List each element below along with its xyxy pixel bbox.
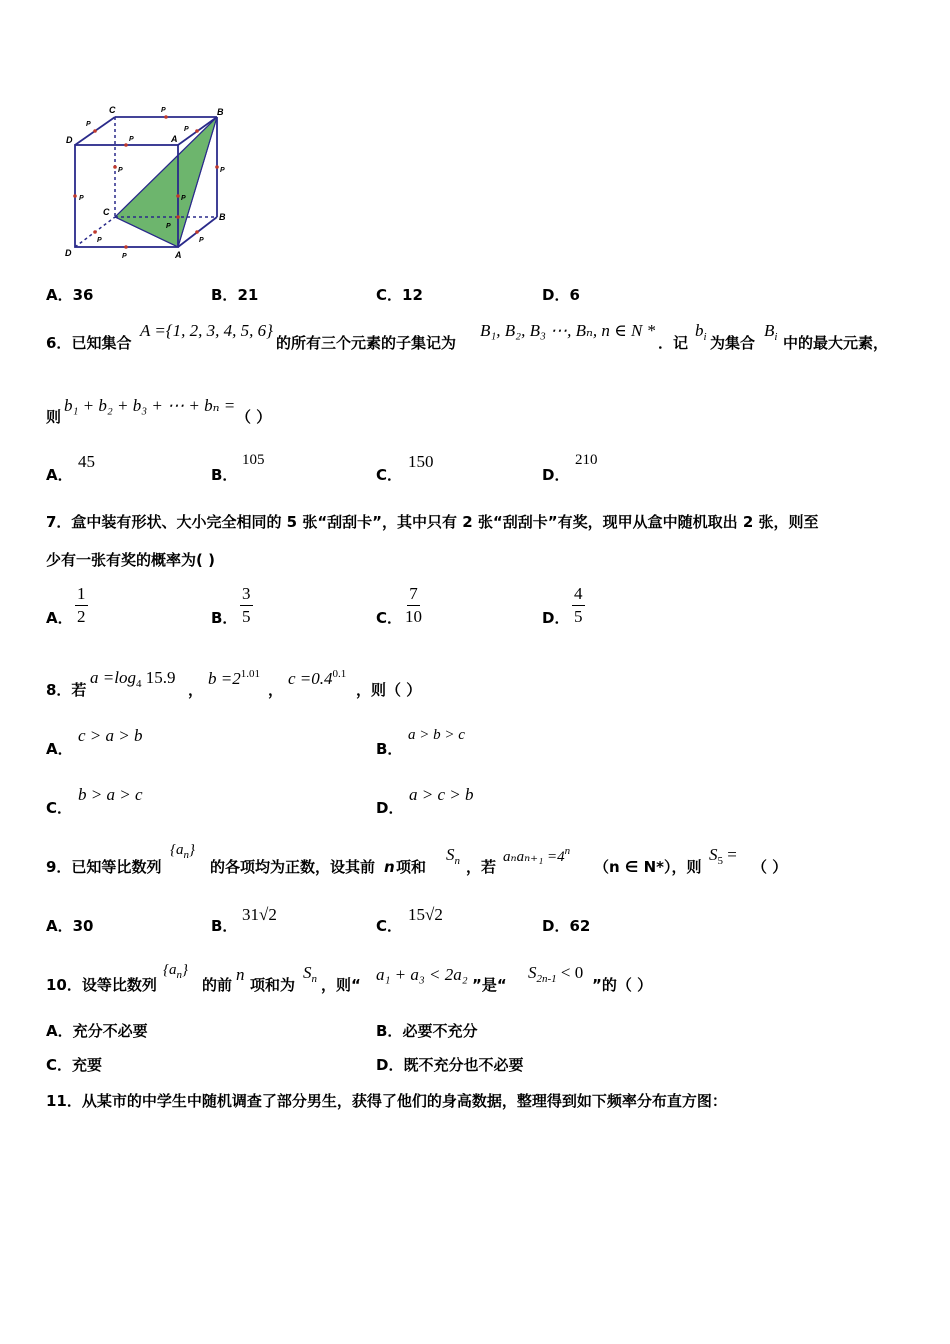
point-p12 xyxy=(93,230,97,234)
q6-option-d[interactable] xyxy=(542,465,569,485)
q9-paren: （ ） xyxy=(752,858,788,876)
option-value: 6 xyxy=(569,286,580,304)
option-value: 充分不必要 xyxy=(72,1022,148,1040)
q7-option-d-fraction xyxy=(572,584,585,627)
option-label: B． xyxy=(211,286,238,304)
numerator: 3 xyxy=(240,584,253,606)
label-D1: D xyxy=(65,248,72,258)
q9-seq: $\{a_n\}$ xyxy=(170,842,195,861)
q6-option-b[interactable] xyxy=(211,465,237,485)
option-label: D． xyxy=(376,1056,404,1074)
q8-option-c-value: b > a > c xyxy=(78,785,143,804)
q6-option-b-value: 105 xyxy=(242,452,265,468)
q7-option-c[interactable] xyxy=(376,608,402,628)
q6-text-6: 则 xyxy=(46,408,62,426)
label-p6: P xyxy=(220,167,225,174)
option-label: C． xyxy=(376,466,403,484)
q6-option-c-value: 150 xyxy=(408,452,434,471)
q10-cond-1: a₁ + a₃ < 2a₂ xyxy=(376,965,468,984)
point-p8 xyxy=(73,194,77,198)
S-subscript: 2n-1 xyxy=(536,973,557,985)
q9-option-b[interactable] xyxy=(211,916,237,936)
label-B: B xyxy=(217,107,224,117)
q7-option-d[interactable] xyxy=(542,608,569,628)
q7-option-c-fraction xyxy=(405,584,422,627)
seq-symbol: a xyxy=(176,842,184,858)
point-p9 xyxy=(93,129,97,133)
q6-line1 xyxy=(46,333,131,353)
question-number: 6． xyxy=(46,334,72,352)
q6-option-c[interactable] xyxy=(376,465,402,485)
q7-option-a[interactable] xyxy=(46,608,73,628)
option-label: A． xyxy=(46,609,73,627)
q8-option-a[interactable] xyxy=(46,739,73,759)
q7-option-b[interactable] xyxy=(211,608,237,628)
label-A1: A xyxy=(175,250,182,260)
q8-tail: ，则（ ） xyxy=(356,681,422,699)
label-p12: P xyxy=(97,237,102,244)
option-label: A． xyxy=(46,917,73,935)
condition-expr: aₙaₙ₊₁ =4 xyxy=(503,849,565,865)
label-C: C xyxy=(109,105,116,115)
point-p11 xyxy=(176,215,180,219)
option-value: 既不充分也不必要 xyxy=(403,1056,524,1074)
q6-text-2: 的所有三个元素的子集记为 xyxy=(276,334,457,352)
option-label: C． xyxy=(376,917,403,935)
label-p5: P xyxy=(181,195,186,202)
q6-Bi xyxy=(764,321,777,343)
q8-number: 8．若 xyxy=(46,681,87,699)
option-label: D． xyxy=(542,917,570,935)
q10-number: 10．设等比数列 xyxy=(46,976,157,994)
c-expr: c =0.4 xyxy=(288,669,333,688)
q10-text-2: 项和为 xyxy=(250,976,296,994)
seq-subscript: n xyxy=(183,849,189,861)
equals-sign: = xyxy=(727,845,737,864)
option-label: B． xyxy=(211,609,238,627)
point-p4 xyxy=(124,245,128,249)
point-p10 xyxy=(195,230,199,234)
q7-line1: 7．盒中装有形状、大小完全相同的 5 张“刮刮卡”，其中只有 2 张“刮刮卡”有奖，现甲从盒中随机取出 2 张，则至 xyxy=(46,513,819,531)
option-label: D． xyxy=(542,609,570,627)
q9-text-3: ，若 xyxy=(466,858,497,876)
q6-text: 已知集合 xyxy=(71,334,132,352)
option-label: A． xyxy=(46,740,73,758)
q5-option-b[interactable] xyxy=(211,285,258,305)
q9-option-b-value: 31√2 xyxy=(242,905,277,924)
q10-Sn xyxy=(303,963,317,985)
option-value: 21 xyxy=(237,286,259,304)
option-label: D． xyxy=(542,466,570,484)
q7-option-b-fraction xyxy=(240,584,253,627)
option-label: B． xyxy=(211,917,238,935)
option-label: C． xyxy=(376,286,403,304)
q9-condition xyxy=(503,845,570,866)
c-exponent: 0.1 xyxy=(332,668,347,680)
q10-option-a[interactable] xyxy=(46,1021,148,1041)
q10-text-1: 的前 xyxy=(202,976,233,994)
q5-option-a[interactable] xyxy=(46,285,93,305)
q6-subsets: B₁, B₂, B₃ ⋯, Bₙ, n ∈ N * xyxy=(480,321,656,340)
q6-bi xyxy=(695,321,707,343)
q8-option-a-value: c > a > b xyxy=(78,726,143,745)
q10-option-b[interactable] xyxy=(376,1021,477,1041)
q8-option-b-value: a > b > c xyxy=(408,727,465,743)
q6-text-4: 为集合 xyxy=(710,334,756,352)
bi-subscript: i xyxy=(703,331,707,343)
option-value: 12 xyxy=(402,286,423,304)
option-label: C． xyxy=(46,1056,73,1074)
point-p7 xyxy=(113,165,117,169)
q9-domain: （n ∈ N*），则 xyxy=(594,858,702,876)
S-symbol: S xyxy=(528,963,537,982)
q9-number: 9．已知等比数列 xyxy=(46,858,162,876)
q8-option-c[interactable] xyxy=(46,798,72,818)
q8-sep-2: ， xyxy=(268,681,284,699)
q10-text-4: ”是“ xyxy=(472,976,507,994)
q6-paren: （ ） xyxy=(236,408,272,426)
q10-option-d[interactable] xyxy=(376,1055,523,1075)
point-p6 xyxy=(215,165,219,169)
S-symbol: S xyxy=(446,845,455,864)
q5-option-c[interactable] xyxy=(376,285,423,305)
q5-option-d[interactable] xyxy=(542,285,580,305)
log-arg: 15.9 xyxy=(145,668,176,687)
label-D: D xyxy=(66,135,73,145)
option-label: B． xyxy=(211,466,238,484)
Bi-subscript: i xyxy=(774,331,778,343)
label-A: A xyxy=(171,134,178,144)
seq-subscript: n xyxy=(176,969,182,981)
q6-option-a-value: 45 xyxy=(78,452,95,471)
option-label: A． xyxy=(46,466,73,484)
numerator: 1 xyxy=(75,584,88,606)
q7-line2: 少有一张有奖的概率为( ) xyxy=(46,551,215,569)
label-p8: P xyxy=(79,195,84,202)
S-subscript: n xyxy=(311,973,317,985)
q8-option-b[interactable] xyxy=(376,739,402,759)
q10-option-c[interactable] xyxy=(46,1055,102,1075)
label-p7: P xyxy=(118,167,123,174)
S5-symbol: S xyxy=(709,845,718,864)
cube-figure xyxy=(60,100,240,265)
numerator: 4 xyxy=(572,584,585,606)
option-value: 30 xyxy=(72,917,94,935)
label-p10: P xyxy=(199,237,204,244)
S5-subscript: 5 xyxy=(717,855,723,867)
q6-option-d-value: 210 xyxy=(575,452,598,468)
S-subscript: n xyxy=(454,855,460,867)
label-p3: P xyxy=(161,107,166,114)
point-p3 xyxy=(164,115,168,119)
q9-option-c-value: 15√2 xyxy=(408,905,443,924)
q10-seq: $\{a_n\}$ xyxy=(163,962,188,981)
option-label: C． xyxy=(376,609,403,627)
q8-option-d-value: a > c > b xyxy=(409,785,474,804)
condition-exponent: n xyxy=(564,845,571,857)
point-p2 xyxy=(195,129,199,133)
option-label: B． xyxy=(376,740,403,758)
option-label: C． xyxy=(46,799,73,817)
cond-tail: < 0 xyxy=(560,963,584,982)
q8-sep-1: ， xyxy=(188,681,204,699)
seq-symbol: a xyxy=(169,962,177,978)
Bi-symbol: B xyxy=(764,321,775,340)
label-p1: P xyxy=(129,136,134,143)
option-label: A． xyxy=(46,286,73,304)
q10-text-3: ，则“ xyxy=(321,976,361,994)
q6-option-a[interactable] xyxy=(46,465,73,485)
option-label: A． xyxy=(46,1022,73,1040)
denominator: 5 xyxy=(574,607,583,626)
denominator: 10 xyxy=(405,607,422,626)
label-C1: C xyxy=(103,207,110,217)
bi-symbol: b xyxy=(695,321,704,340)
q9-S5 xyxy=(709,845,737,867)
option-value: 充要 xyxy=(72,1056,103,1074)
q8-option-d[interactable] xyxy=(376,798,403,818)
option-value: 36 xyxy=(72,286,94,304)
q9-option-d[interactable] xyxy=(542,916,590,936)
q7-option-a-fraction xyxy=(75,584,88,627)
point-p1 xyxy=(124,143,128,147)
point-p5 xyxy=(176,194,180,198)
q8-a-expr xyxy=(90,668,175,690)
q6-set-a: A ={1, 2, 3, 4, 5, 6} xyxy=(140,321,273,340)
label-p4: P xyxy=(122,253,127,260)
label-p2: P xyxy=(184,126,189,133)
q10-n: n xyxy=(236,965,245,984)
a-expr: a =log xyxy=(90,668,136,687)
option-label: D． xyxy=(376,799,404,817)
b-expr: b =2 xyxy=(208,669,241,688)
label-B1: B xyxy=(219,212,226,222)
q9-n: n xyxy=(384,858,395,876)
denominator: 2 xyxy=(77,607,86,626)
denominator: 5 xyxy=(242,607,251,626)
q10-text-5: ”的（ ） xyxy=(592,976,653,994)
numerator: 7 xyxy=(407,584,420,606)
q9-text-2: 项和 xyxy=(396,858,427,876)
q9-text-1: 的各项均为正数，设其前 xyxy=(210,858,376,876)
q8-c-expr xyxy=(288,668,346,689)
q9-option-a[interactable] xyxy=(46,916,93,936)
option-value: 必要不充分 xyxy=(402,1022,478,1040)
log-base: 4 xyxy=(135,678,142,690)
q8-b-expr xyxy=(208,668,260,689)
q9-Sn xyxy=(446,845,460,867)
option-label: D． xyxy=(542,286,570,304)
q6-sum: b₁ + b₂ + b₃ + ⋯ + bₙ = xyxy=(64,396,236,415)
q6-text-5: 中的最大元素， xyxy=(783,334,889,352)
q6-text-3: ．记 xyxy=(658,334,689,352)
q10-cond-2 xyxy=(528,963,583,985)
b-exponent: 1.01 xyxy=(240,668,260,680)
q11-line1: 11．从某市的中学生中随机调查了部分男生，获得了他们的身高数据，整理得到如下频率分布直方图： xyxy=(46,1092,727,1110)
q9-option-c[interactable] xyxy=(376,916,402,936)
label-p9: P xyxy=(86,121,91,128)
label-p11: P xyxy=(166,223,171,230)
option-value: 62 xyxy=(569,917,591,935)
S-symbol: S xyxy=(303,963,312,982)
option-label: B． xyxy=(376,1022,403,1040)
